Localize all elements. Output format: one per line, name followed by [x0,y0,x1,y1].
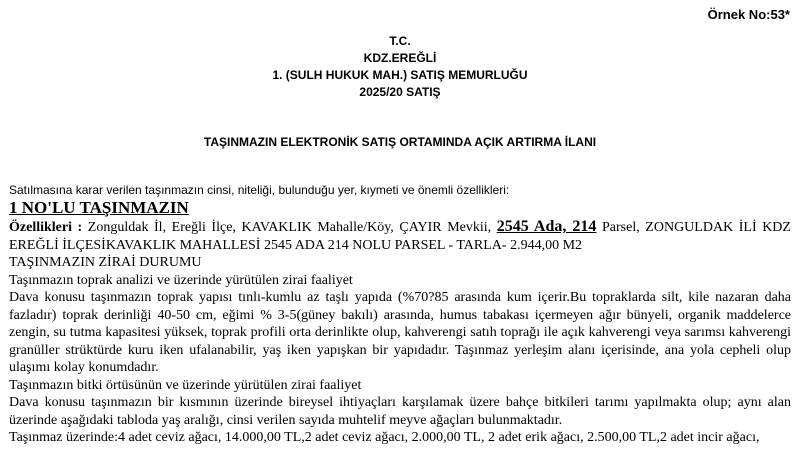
ada-parsel: 2545 Ada, 214 [496,218,597,235]
sample-number: Örnek No:53* [707,7,790,22]
zirai-heading: TAŞINMAZIN ZİRAİ DURUMU [9,255,202,270]
trees-paragraph: Taşınmaz üzerinde:4 adet ceviz ağacı, 14.000,00 TL,2 adet ceviz ağacı, 2.000,00 TL, 2 adet erik ağacı, 2.500,00 TL,2 adet incir ağacı, [9,430,760,445]
intro-text: Satılmasına karar verilen taşınmazın cinsi, niteliği, bulunduğu yer, kıymeti ve önemli özellikleri: [9,183,510,197]
header-file-no: 2025/20 SATIŞ [359,85,441,99]
features-paragraph [9,218,791,254]
header-city: KDZ.EREĞLİ [363,51,437,65]
soil-paragraph: Dava konusu taşınmazın toprak yapısı tınlı-kumlu az taşlı yapıda (%70?85 arasında kum içerir.Bu topraklarda silt, kile nazaran daha fazladır) toprak derinliği 40-50 cm, eğimi % 3-5(güney bakılı) arasında, humus tabakası içermeyen ağır bünyeli, organik maddelerce zengin, su tutma kapasitesi yüksek, toprak profili orta derinlikte olup, kahverengi satıh toprağı ile açık kahverengi veya sarımsı kahverengi granüller strüktürde kuru iken ufalanabilir, yaş iken yapışkan bir yapıdadır. Taşınmaz yerleşim alanı içerisinde, ana yola cepheli olup ulaşımı kolay konumdadır. [9,290,791,375]
features-text-2: Parsel, ZONGULDAK İLİ KDZ EREĞLİ İLÇESİKAVAKLIK MAHALLESİ 2545 ADA 214 NOLU PARSEL - TARLA- 2.944,00 M2 [9,220,791,253]
soil-heading: Taşınmazın toprak analizi ve üzerinde yürütülen zirai faaliyet [9,272,353,288]
property-heading: 1 NO'LU TAŞINMAZIN [9,198,189,217]
header-country: T.C. [389,34,411,48]
announcement-title: TAŞINMAZIN ELEKTRONİK SATIŞ ORTAMINDA AÇIK ARTIRMA İLANI [203,135,597,149]
features-label: Özellikleri : [9,220,83,235]
document-header [0,33,800,101]
header-office: 1. (SULH HUKUK MAH.) SATIŞ MEMURLUĞU [272,68,528,82]
plant-paragraph: Dava konusu taşınmazın bir kısmının üzerinde bireysel ihtiyaçları karşılamak üzere bahçe bitkileri tarımı yapılmakta olup; aynı alan üzerinde aşağıdaki tabloda yaş aralığı, cinsi verilen sayıda muhtelif meyve ağaçları bulunmaktadır. [9,395,791,428]
property-section [9,197,791,447]
plant-heading: Taşınmazın bitki örtüsünün ve üzerinde yürütülen zirai faaliyet [9,377,362,393]
features-text-1: Zonguldak İl, Ereğli İlçe, KAVAKLIK Mahalle/Köy, ÇAYIR Mevkii, [82,220,497,235]
